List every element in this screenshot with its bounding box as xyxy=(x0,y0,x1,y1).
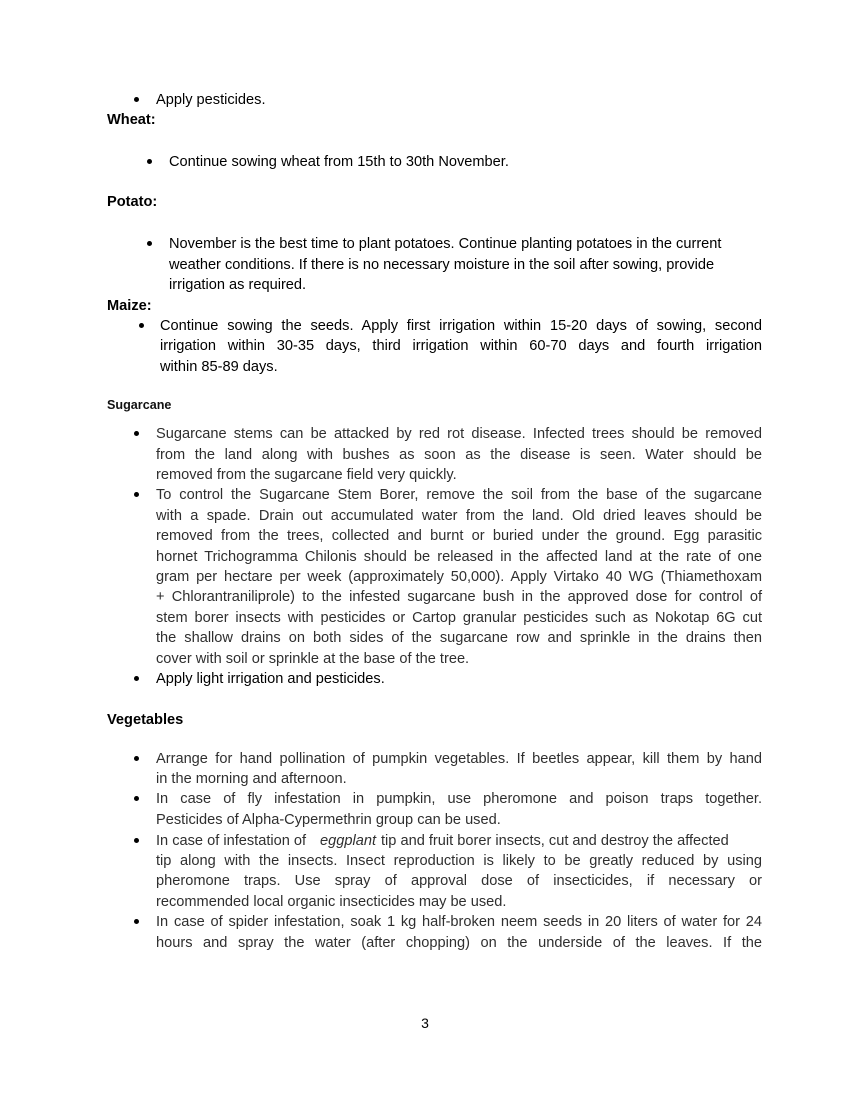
text-line: Pesticides of Alpha-Cypermethrin group can be used. xyxy=(156,812,501,828)
text-line: In case of fly infestation in pumpkin, use pheromone and poison traps together. xyxy=(156,791,762,807)
text-line: hornet Trichogramma Chilonis should be released in the affected land at the rate of one xyxy=(156,549,762,565)
bullet-point xyxy=(134,431,139,436)
text-line: To control the Sugarcane Stem Borer, remove the soil from the base of the sugarcane xyxy=(156,487,762,503)
text-line: irrigation as required. xyxy=(169,277,307,293)
text-line: Continue sowing the seeds. Apply first irrigation within 15-20 days of sowing, second xyxy=(160,318,762,334)
text-line: In case of infestation of xyxy=(156,833,307,849)
text-line: In case of spider infestation, soak 1 kg half-broken neem seeds in 20 liters of water for 24 xyxy=(156,914,762,930)
text-line: Apply light irrigation and pesticides. xyxy=(156,671,385,687)
section-heading: Maize: xyxy=(107,298,152,314)
text-line: with a spade. Drain out accumulated water from the land. Old dried leaves should be xyxy=(156,508,762,524)
text-line: Sugarcane stems can be attacked by red rot disease. Infected trees should be removed xyxy=(156,426,762,442)
bullet-point xyxy=(134,796,139,801)
text-line: Arrange for hand pollination of pumpkin vegetables. If beetles appear, kill them by hand xyxy=(156,751,762,767)
bullet-point xyxy=(147,159,152,164)
text-line: eggplant xyxy=(320,833,376,849)
text-line: Continue sowing wheat from 15th to 30th November. xyxy=(169,154,509,170)
bullet-point xyxy=(134,97,139,102)
text-line: gram per hectare per week (approximately 50,000). Apply Virtako 40 WG (Thiamethoxam xyxy=(156,569,762,585)
section-heading: Wheat: xyxy=(107,112,156,128)
page-number: 3 xyxy=(421,1015,429,1031)
text-line: Apply pesticides. xyxy=(156,92,266,108)
text-line: weather conditions. If there is no necessary moisture in the soil after sowing, provide xyxy=(169,257,715,273)
text-line: cover with soil or sprinkle at the base of the tree. xyxy=(156,651,470,667)
section-heading: Vegetables xyxy=(107,712,184,728)
section-heading: Potato: xyxy=(107,194,158,210)
bullet-point xyxy=(134,676,139,681)
text-line: in the morning and afternoon. xyxy=(156,771,347,787)
text-line: irrigation within 30-35 days, third irrigation within 60-70 days and fourth irrigation xyxy=(160,338,762,354)
text-line: November is the best time to plant potatoes. Continue planting potatoes in the current xyxy=(169,236,722,252)
text-line: stem borer insects with pesticides or Cartop granular pesticides such as Nokotap 6G cut xyxy=(156,610,762,626)
text-line: within 85-89 days. xyxy=(160,359,278,375)
text-line: pheromone traps. Use spray of approval dose of insecticides, if necessary or xyxy=(156,873,762,889)
bullet-point xyxy=(134,756,139,761)
bullet-point xyxy=(147,241,152,246)
text-line: tip and fruit borer insects, cut and destroy the affected xyxy=(381,833,729,849)
text-line: + Chlorantraniliprole) to the infested sugarcane bush in the approved dose for control of xyxy=(156,589,762,605)
text-line: from the land along with bushes as soon as the disease is seen. Water should be xyxy=(156,447,762,463)
section-heading: Sugarcane xyxy=(107,398,172,412)
text-line: the shallow drains on both sides of the sugarcane row and sprinkle in the drains then xyxy=(156,630,762,646)
bullet-point xyxy=(134,838,139,843)
text-line: tip along with the insects. Insect reproduction is likely to be greatly reduced by using xyxy=(156,853,762,869)
text-line: recommended local organic insecticides may be used. xyxy=(156,894,507,910)
bullet-point xyxy=(139,323,144,328)
bullet-point xyxy=(134,919,139,924)
text-line: removed from the sugarcane field very quickly. xyxy=(156,467,457,483)
text-line: removed from the trees, collected and burnt or buried under the ground. Egg parasitic xyxy=(156,528,762,544)
bullet-point xyxy=(134,492,139,497)
text-line: hours and spray the water (after chopping) on the underside of the leaves. If the xyxy=(156,935,762,951)
